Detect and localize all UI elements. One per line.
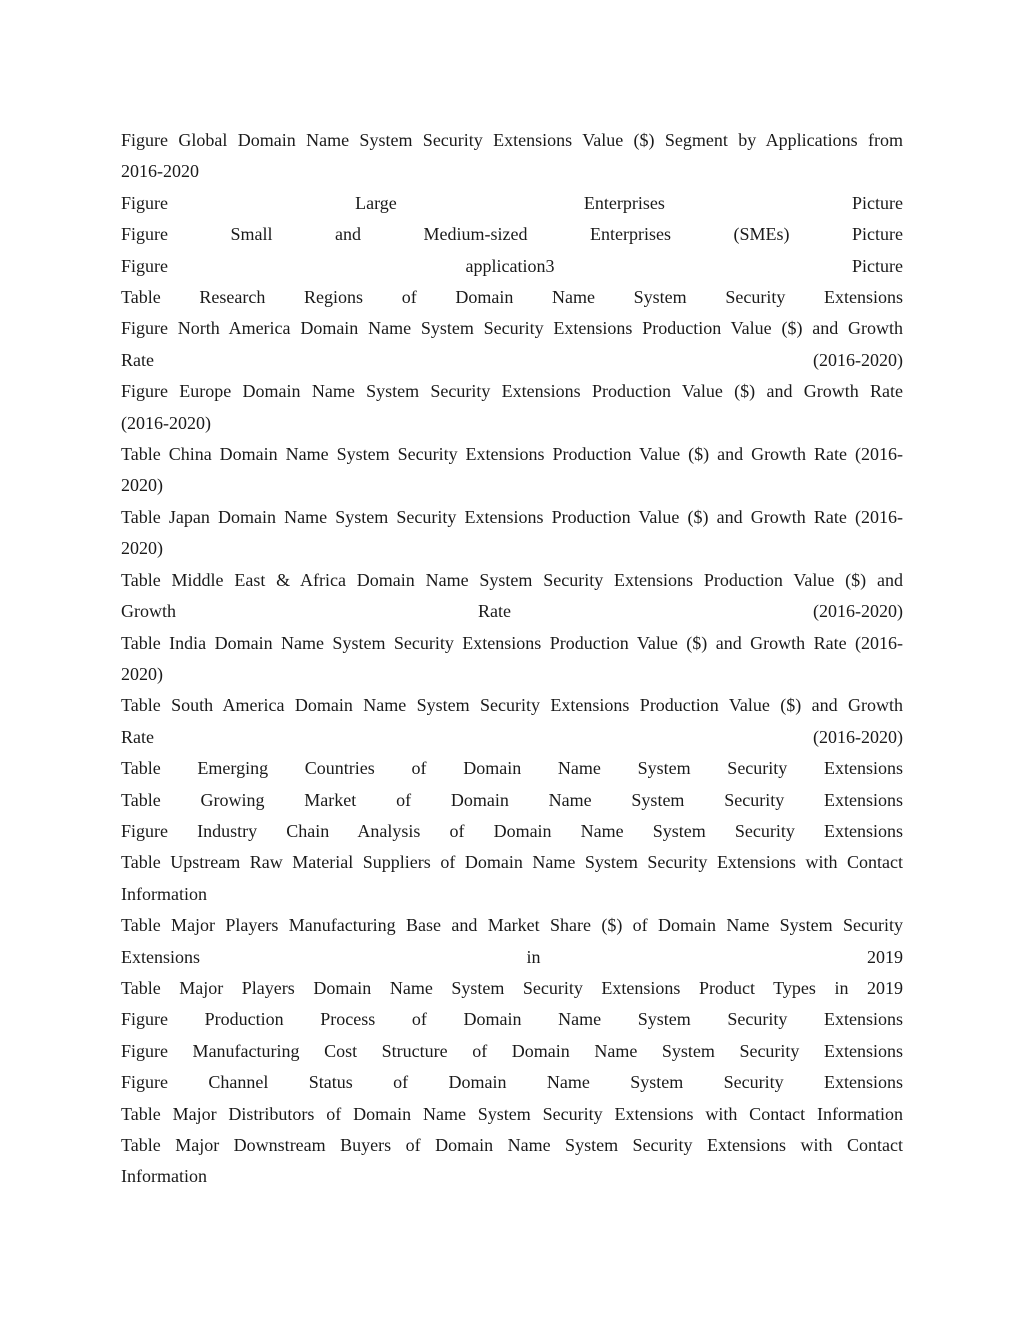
document-body [121,125,903,1193]
list-entry-continuation: Rate (2016-2020) [121,726,903,747]
list-entry: Table Japan Domain Name System Security Extensions Production Value ($) and Growth Rate (2016- [121,506,903,527]
list-entry: Figure Large Enterprises Picture [121,192,903,213]
list-entry: Table Middle East & Africa Domain Name System Security Extensions Production Value ($) and [121,569,903,590]
list-entry-continuation: Information [121,1166,207,1187]
list-entry-continuation: 2016-2020 [121,161,199,182]
list-entry: Table India Domain Name System Security Extensions Production Value ($) and Growth Rate (2016- [121,632,903,653]
list-entry: Table Major Distributors of Domain Name System Security Extensions with Contact Information [121,1103,903,1124]
list-entry: Table South America Domain Name System Security Extensions Production Value ($) and Growth [121,695,903,716]
list-entry: Figure Small and Medium-sized Enterprises (SMEs) Picture [121,224,903,245]
list-entry-continuation: 2020) [121,475,163,496]
list-entry: Table Research Regions of Domain Name System Security Extensions [121,287,903,308]
list-entry: Figure Industry Chain Analysis of Domain Name System Security Extensions [121,820,903,841]
list-entry: Table China Domain Name System Security Extensions Production Value ($) and Growth Rate (2016- [121,444,903,465]
list-entry-continuation: Information [121,883,207,904]
list-entry: Table Major Players Manufacturing Base and Market Share ($) of Domain Name System Security [121,915,903,936]
list-entry-continuation: 2020) [121,538,163,559]
list-entry: Figure Manufacturing Cost Structure of Domain Name System Security Extensions [121,1040,903,1061]
list-entry-continuation: Extensions in 2019 [121,946,903,967]
list-entry-continuation: Rate (2016-2020) [121,349,903,370]
list-entry: Figure Production Process of Domain Name System Security Extensions [121,1009,903,1030]
list-entry: Figure North America Domain Name System Security Extensions Production Value ($) and Growth [121,318,903,339]
list-entry: Figure application3 Picture [121,255,903,276]
list-entry: Figure Global Domain Name System Security Extensions Value ($) Segment by Applications from [121,130,903,150]
list-entry: Figure Channel Status of Domain Name System Security Extensions [121,1072,903,1093]
list-entry-continuation: (2016-2020) [121,412,211,433]
list-entry: Table Major Downstream Buyers of Domain Name System Security Extensions with Contact [121,1135,903,1155]
list-entry: Figure Europe Domain Name System Security Extensions Production Value ($) and Growth Rate [121,381,903,402]
list-entry: Table Growing Market of Domain Name System Security Extensions [121,789,903,810]
list-entry-continuation: Growth Rate (2016-2020) [121,601,903,622]
list-entry: Table Major Players Domain Name System Security Extensions Product Types in 2019 [121,977,903,998]
list-entry: Table Upstream Raw Material Suppliers of Domain Name System Security Extensions with Contact [121,852,903,873]
list-entry: Table Emerging Countries of Domain Name System Security Extensions [121,758,903,779]
list-entry-continuation: 2020) [121,663,163,684]
